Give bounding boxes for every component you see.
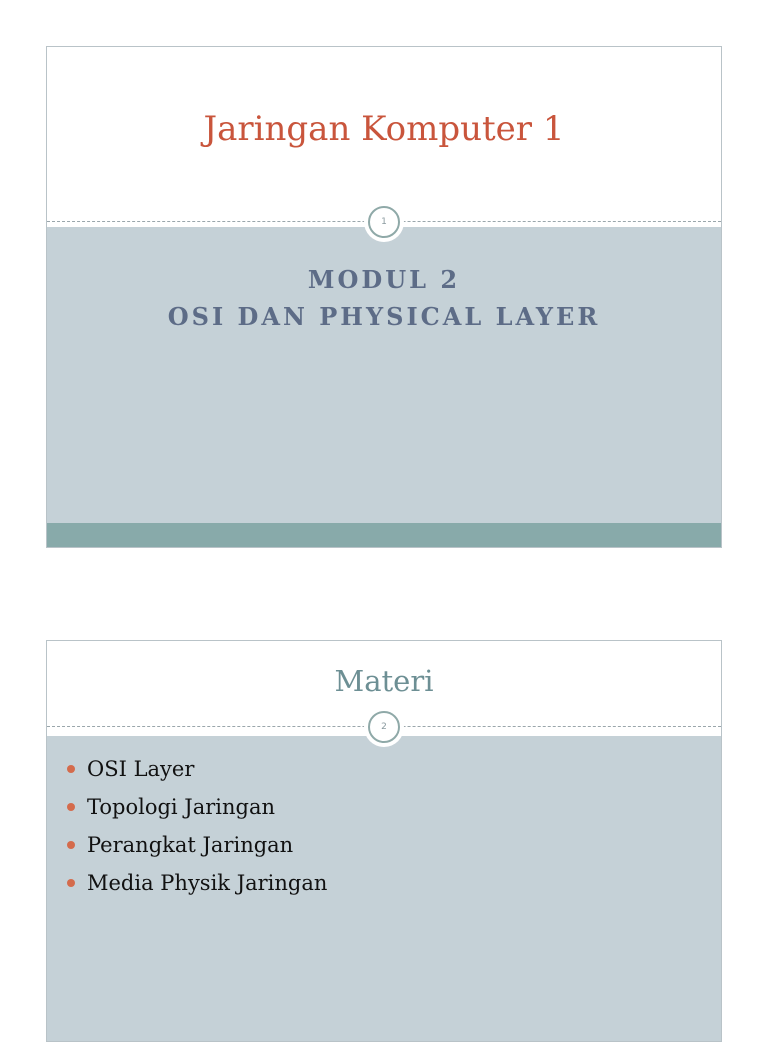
subtitle-line-topic: OSI DAN PHYSICAL LAYER [167, 302, 601, 331]
list-item [65, 788, 327, 826]
bullet-icon [67, 879, 75, 887]
list-item-label: Topologi Jaringan [87, 795, 276, 819]
bullet-icon [67, 841, 75, 849]
slide-number: 2 [368, 711, 400, 743]
bullet-icon [67, 765, 75, 773]
bullet-icon [67, 803, 75, 811]
slide-header [47, 47, 721, 227]
subtitle-line-module: MODUL 2 [307, 265, 461, 294]
slide-2 [46, 640, 722, 1042]
slide-1 [46, 46, 722, 548]
list-item-label: Media Physik Jaringan [87, 871, 328, 895]
slide-title: Jaringan Komputer 1 [203, 109, 565, 149]
slide-number-badge [364, 707, 404, 747]
bullet-list [65, 750, 327, 902]
list-item [65, 826, 327, 864]
slide-title: Materi [334, 664, 434, 698]
slide-number-badge [364, 202, 404, 242]
slide-number: 1 [368, 206, 400, 238]
list-item [65, 750, 327, 788]
footer-bar [47, 523, 721, 547]
list-item-label: OSI Layer [87, 757, 195, 781]
list-item [65, 864, 327, 902]
slide-subtitle [47, 261, 721, 335]
list-item-label: Perangkat Jaringan [87, 833, 294, 857]
